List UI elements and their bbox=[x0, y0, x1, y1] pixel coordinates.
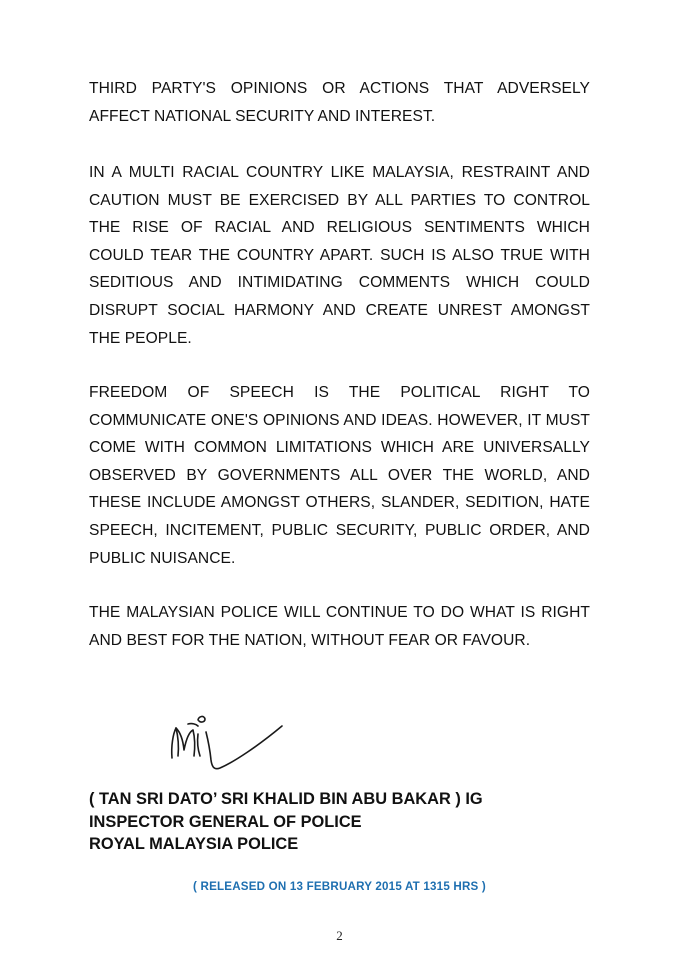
page-number: 2 bbox=[336, 928, 343, 943]
paragraph-national-security: THIRD PARTY'S OPINIONS OR ACTIONS THAT ADVERSELY AFFECT NATIONAL SECURITY AND INTEREST. bbox=[89, 80, 590, 125]
paragraph-police-commitment: THE MALAYSIAN POLICE WILL CONTINUE TO DO WHAT IS RIGHT AND BEST FOR THE NATION, WITHOUT FEAR OR FAVOUR. bbox=[89, 604, 590, 649]
paragraph-freedom-of-speech: FREEDOM OF SPEECH IS THE POLITICAL RIGHT TO COMMUNICATE ONE'S OPINIONS AND IDEAS. HOWEVER, IT MUST COME WITH COMMON LIMITATIONS WHICH ARE UNIVERSALLY OBSERVED BY GOVERNMENTS ALL OVER THE WORLD, AND THESE INCLUDE AMONGST OTHERS, SLANDER, SEDITION, HATE SPEECH, INCITEMENT, PUBLIC SECURITY, PUBLIC ORDER, AND PUBLIC NUISANCE. bbox=[89, 384, 590, 567]
signatory-title: INSPECTOR GENERAL OF POLICE bbox=[89, 812, 362, 831]
paragraph-racial-restraint: IN A MULTI RACIAL COUNTRY LIKE MALAYSIA, RESTRAINT AND CAUTION MUST BE EXERCISED BY ALL PARTIES TO CONTROL THE RISE OF RACIAL AND RELIGIOUS SENTIMENTS WHICH COULD TEAR THE COUNTRY APART. SUCH IS ALSO TRUE WITH SEDITIOUS AND INTIMIDATING COMMENTS WHICH COULD DISRUPT SOCIAL HARMONY AND CREATE UNREST AMONGST THE PEOPLE. bbox=[89, 164, 590, 347]
release-note: ( RELEASED ON 13 FEBRUARY 2015 AT 1315 HRS ) bbox=[193, 880, 486, 893]
signatory-organization: ROYAL MALAYSIA POLICE bbox=[89, 835, 299, 853]
handwritten-signature bbox=[162, 706, 302, 776]
signatory-name: ( TAN SRI DATO’ SRI KHALID BIN ABU BAKAR ) IG bbox=[89, 790, 483, 808]
signatory-block bbox=[89, 788, 483, 856]
